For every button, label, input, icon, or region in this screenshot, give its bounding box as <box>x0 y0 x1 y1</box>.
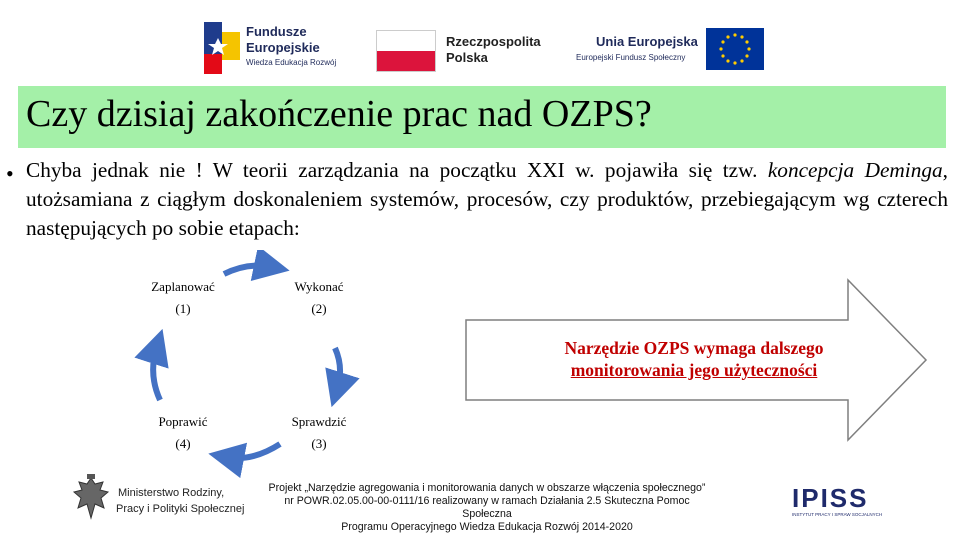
paragraph-part2: , utożsamiana z ciągłym doskonaleniem systemów, procesów, czy produktów, przebiegającym wg czterech następujących po sobie etapach: <box>26 158 948 240</box>
polish-eagle-emblem-icon <box>70 474 112 524</box>
arrow-message <box>505 337 883 381</box>
step-do <box>274 276 364 320</box>
step-act-num: (4) <box>175 436 191 451</box>
ue-line2: Europejski Fundusz Społeczny <box>576 53 686 62</box>
cycle-arrow-right <box>335 348 340 390</box>
step-check <box>274 411 364 455</box>
rp-line2: Polska <box>446 50 488 65</box>
step-act <box>138 411 228 455</box>
fe-line1: Fundusze <box>246 24 307 39</box>
ministry-line1: Ministerstwo Rodziny, <box>118 487 225 499</box>
project-line3: Programu Operacyjnego Wiedza Edukacja Rozwój 2014-2020 <box>341 521 633 533</box>
step-check-num: (3) <box>311 436 327 451</box>
project-line1: Projekt „Narzędzie agregowania i monitorowania danych w obszarze włączenia społecznego” <box>268 482 706 494</box>
arrow-message-line1: Narzędzie OZPS wymaga dalszego <box>564 338 824 358</box>
cycle-arrow-top <box>224 266 272 274</box>
logo-rzeczpospolita <box>372 28 562 76</box>
arrow-message-line2: monitorowania jego użyteczności <box>570 360 818 380</box>
ministry-line2: Pracy i Polityki Społecznej <box>116 503 245 515</box>
step-do-label: Wykonać <box>294 279 344 294</box>
step-plan-label: Zaplanować <box>151 279 215 294</box>
eu-flag-icon <box>706 28 764 70</box>
paragraph-emphasis: koncepcja Deminga <box>767 158 943 182</box>
logo-unia-europejska <box>576 28 776 76</box>
ue-line1: Unia Europejska <box>596 34 698 49</box>
project-line2: nr POWR.02.05.00-00-0111/16 realizowany w ramach Działania 2.5 Skuteczna Pomoc Społeczna <box>284 495 690 520</box>
step-plan <box>138 276 228 320</box>
step-act-label: Poprawić <box>158 414 208 429</box>
fe-line2: Europejskie <box>246 40 320 55</box>
paragraph-part1: Chyba jednak nie ! W teorii zarządzania na początku XXI w. pojawiła się tzw. <box>26 158 768 182</box>
project-info <box>262 482 712 534</box>
page-title: Czy dzisiaj zakończenie prac nad OZPS? <box>26 93 652 135</box>
body-paragraph <box>26 156 948 243</box>
rp-line1: Rzeczpospolita <box>446 34 541 49</box>
step-check-label: Sprawdzić <box>291 414 347 429</box>
ipiss-logo <box>792 484 902 524</box>
step-plan-num: (1) <box>175 301 191 316</box>
bullet: • <box>6 161 14 186</box>
ipiss-logo-sub: INSTYTUT PRACY I SPRAW SOCJALNYCH <box>792 512 883 517</box>
ipiss-logo-text: IPISS <box>792 483 869 513</box>
logo-fundusze-europejskie <box>200 20 350 76</box>
cycle-arrow-bottom <box>226 444 280 458</box>
fe-star-icon <box>200 20 242 76</box>
step-do-num: (2) <box>311 301 327 316</box>
cycle-arrow-left <box>153 346 160 400</box>
fe-line3: Wiedza Edukacja Rozwój <box>246 58 337 67</box>
polish-flag-icon <box>376 30 436 72</box>
